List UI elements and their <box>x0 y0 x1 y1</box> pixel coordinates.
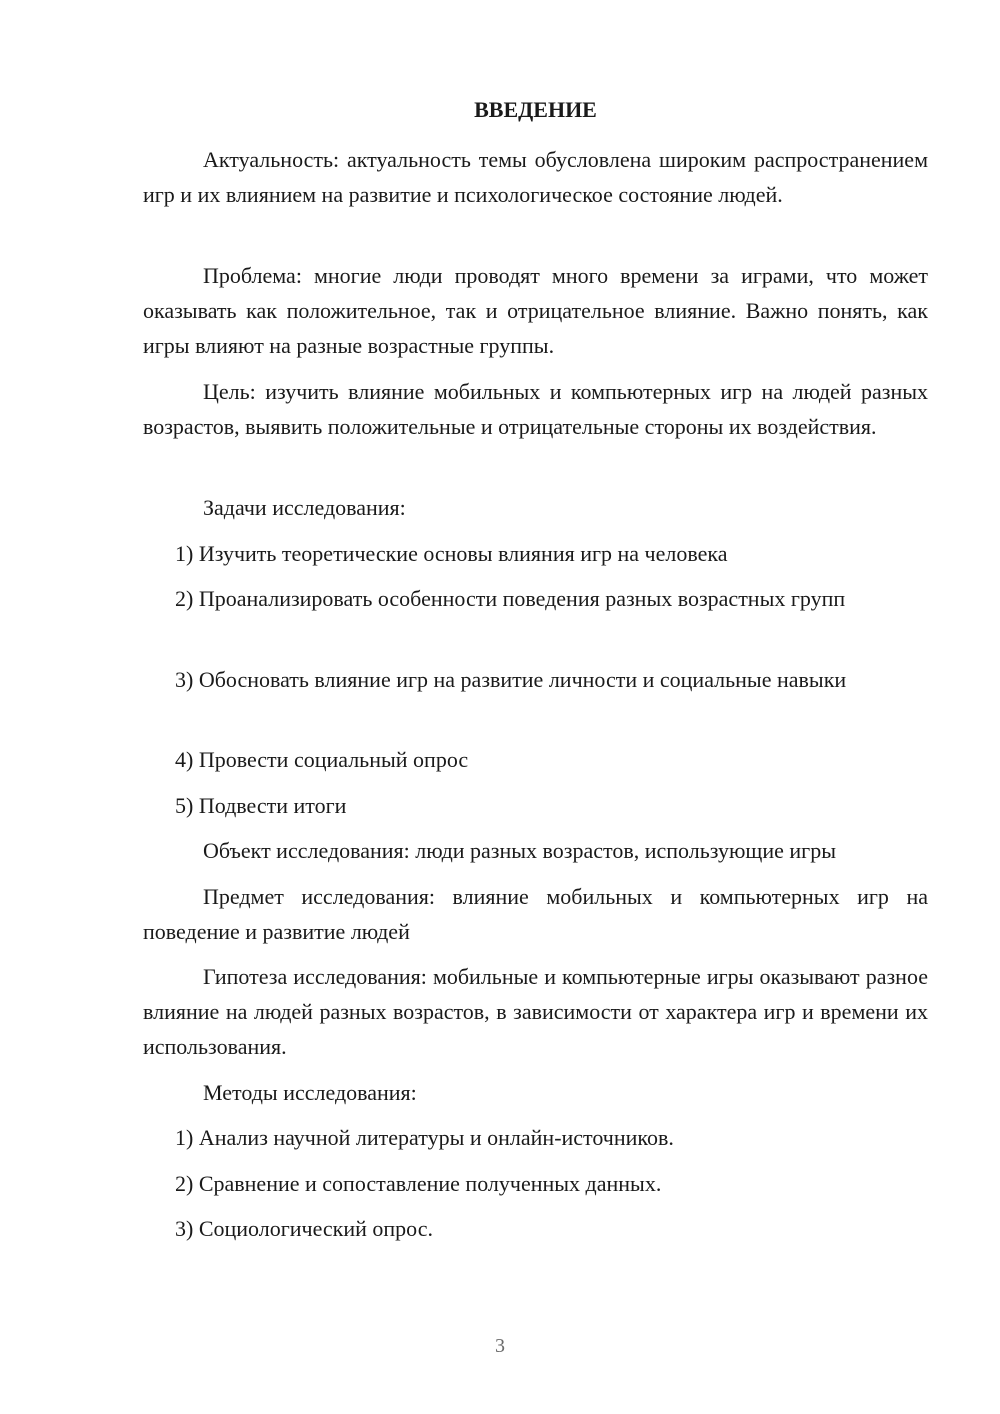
methods-heading: Методы исследования: <box>203 1080 417 1105</box>
subject-paragraph: Предмет исследования: влияние мобильных и компьютерных игр на поведение и развитие людей <box>143 884 928 944</box>
hypothesis-paragraph: Гипотеза исследования: мобильные и компьютерные игры оказывают разное влияние на людей разных возрастов, в зависимости от характера игр и времени их использования. <box>143 964 928 1059</box>
task-item-5: 5) Подвести итоги <box>175 793 347 818</box>
task-item-1: 1) Изучить теоретические основы влияния игр на человека <box>175 541 728 566</box>
task-item-2: 2) Проанализировать особенности поведения разных возрастных групп <box>175 586 846 611</box>
relevance-paragraph: Актуальность: актуальность темы обусловлена широким распространением игр и их влиянием на развитие и психологическое состояние людей. <box>143 147 928 207</box>
task-item-4: 4) Провести социальный опрос <box>175 747 469 772</box>
problem-paragraph: Проблема: многие люди проводят много времени за играми, что может оказывать как положительное, так и отрицательное влияние. Важно понять, как игры влияют на разные возрастные группы. <box>143 263 928 358</box>
object-paragraph: Объект исследования: люди разных возрастов, использующие игры <box>203 838 836 863</box>
page-number: 3 <box>495 1335 505 1357</box>
page-title: ВВЕДЕНИЕ <box>474 97 597 122</box>
task-item-3: 3) Обосновать влияние игр на развитие личности и социальные навыки <box>175 667 847 692</box>
goal-paragraph: Цель: изучить влияние мобильных и компьютерных игр на людей разных возрастов, выявить положительные и отрицательные стороны их воздействия. <box>143 379 928 439</box>
method-item-2: 2) Сравнение и сопоставление полученных данных. <box>175 1171 662 1196</box>
method-item-3: 3) Социологический опрос. <box>175 1216 433 1241</box>
tasks-heading: Задачи исследования: <box>203 495 406 520</box>
method-item-1: 1) Анализ научной литературы и онлайн-источников. <box>175 1125 674 1150</box>
